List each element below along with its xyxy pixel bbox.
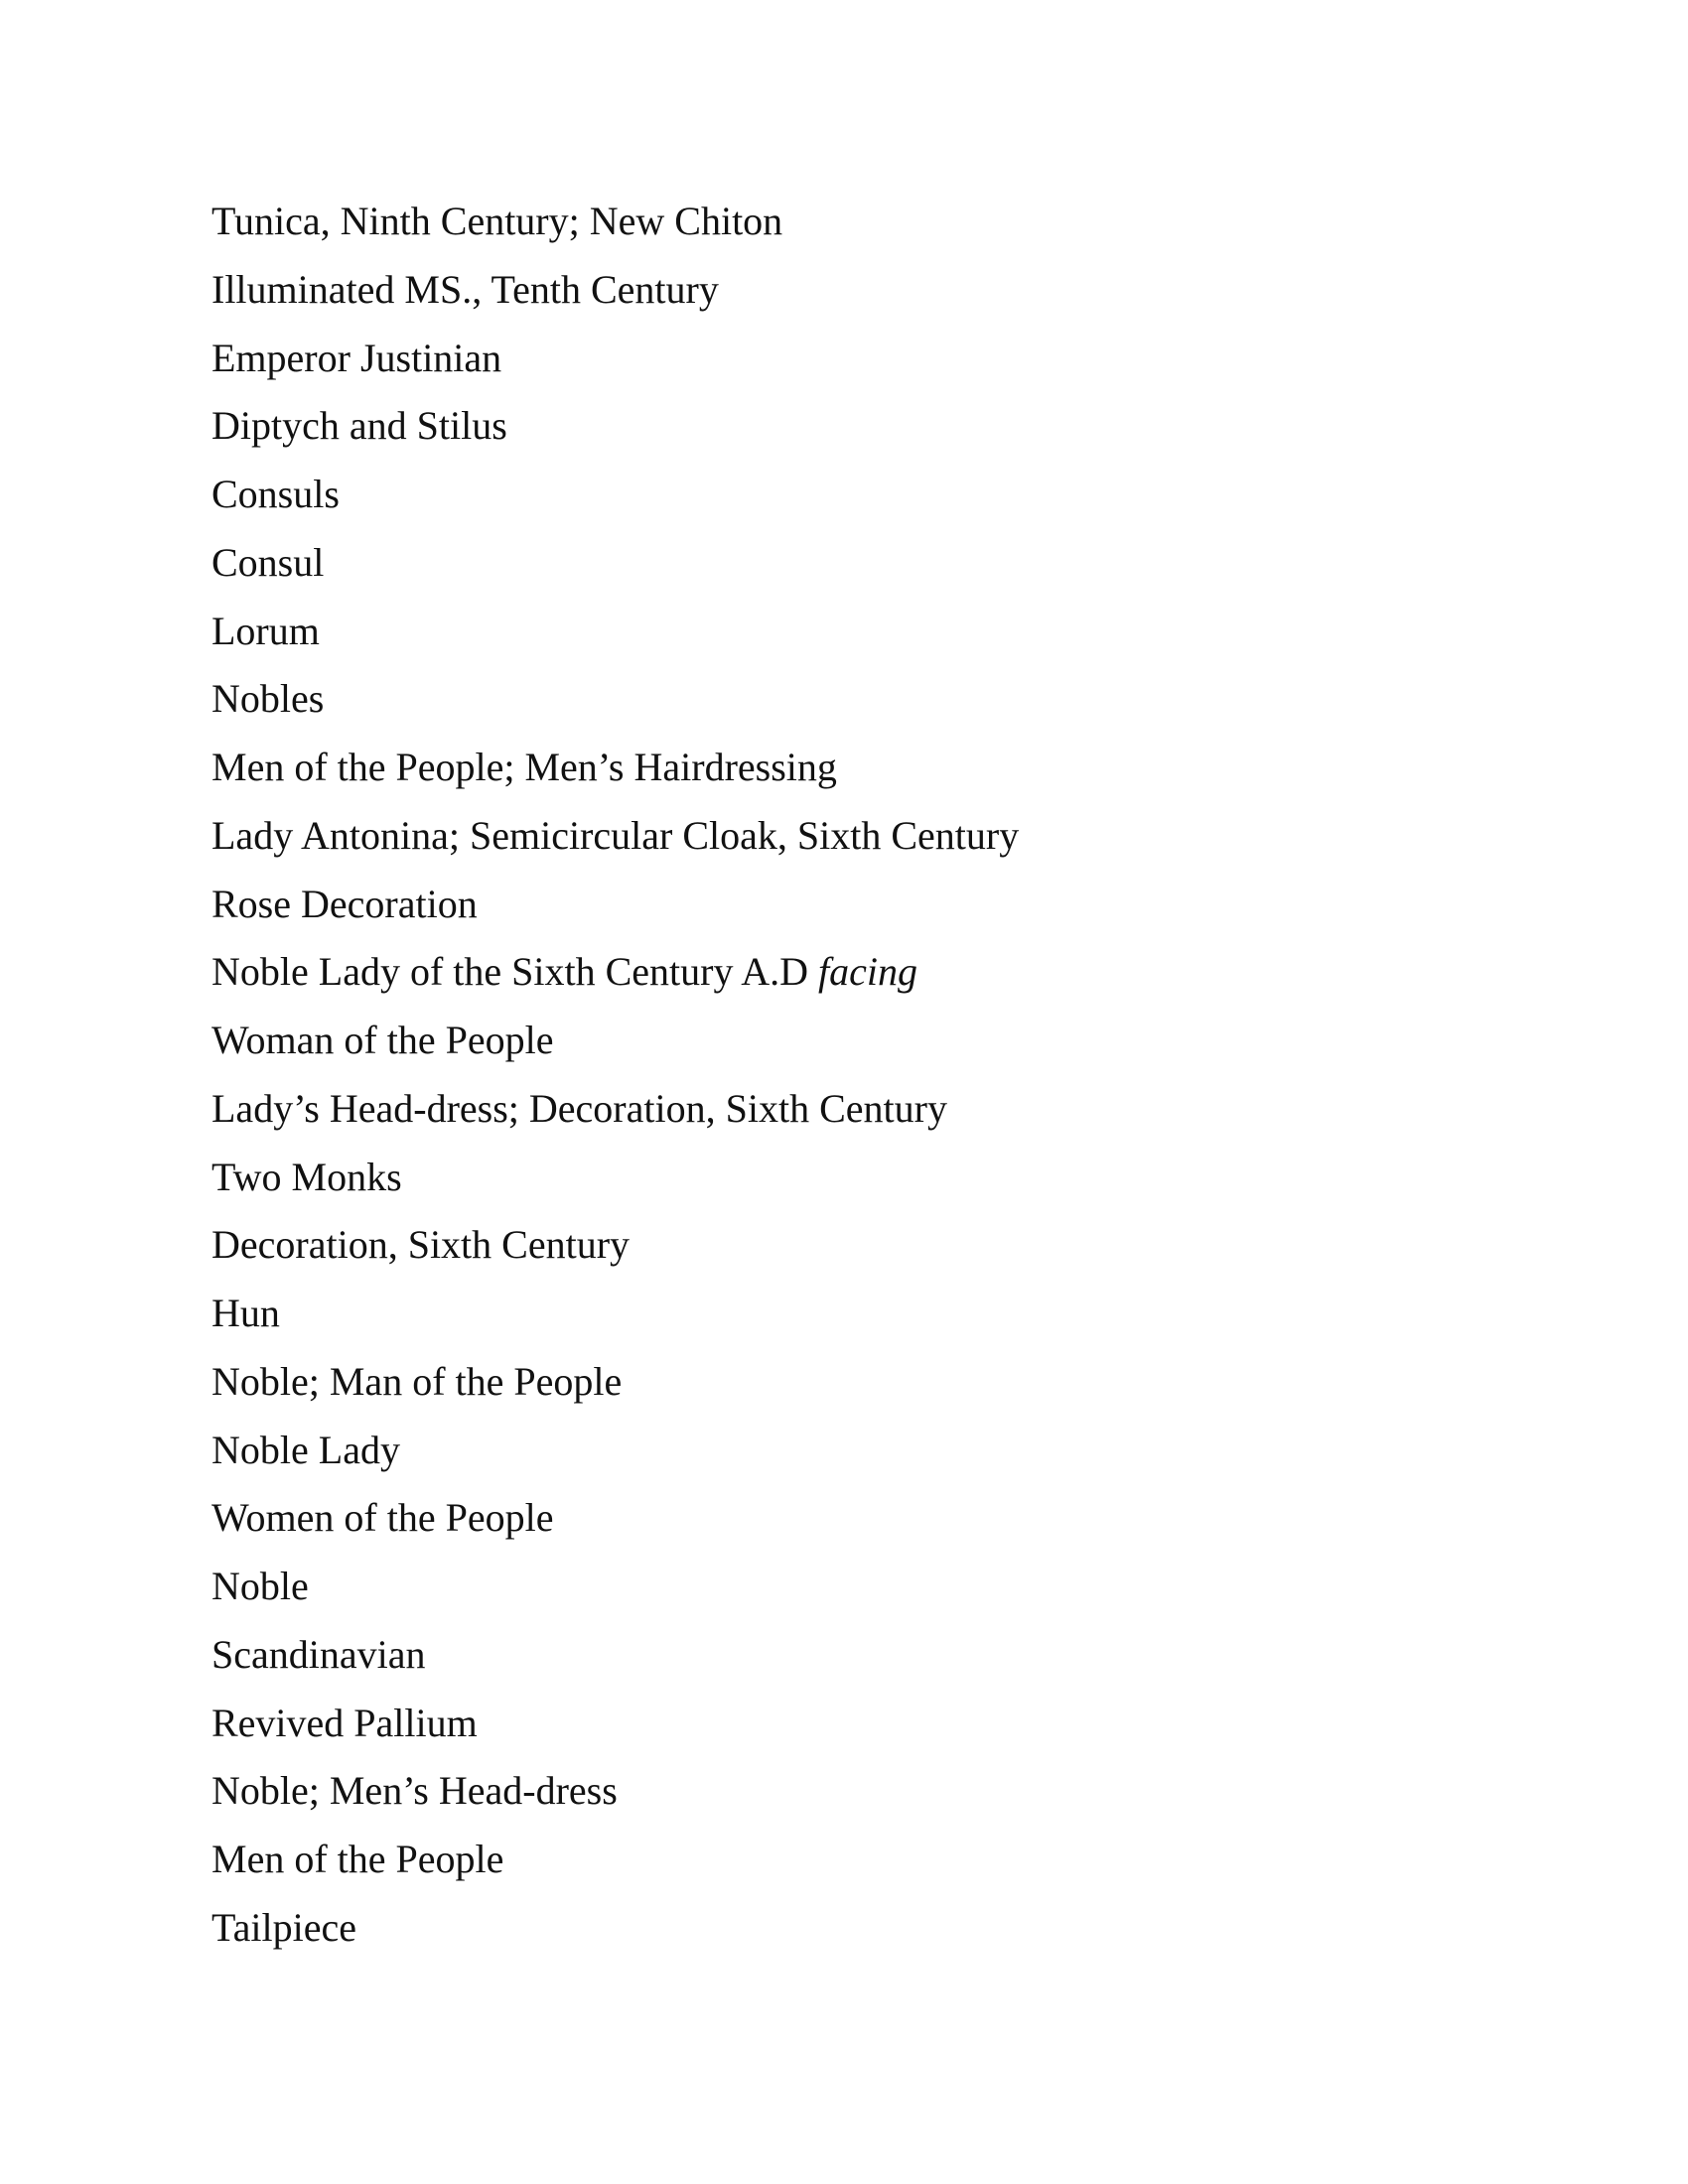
list-item: [211, 1423, 1019, 1491]
list-item-text: Rose Decoration: [211, 881, 478, 926]
list-item: [211, 740, 1019, 808]
list-item-text: Men of the People: [211, 1837, 504, 1881]
list-item: [211, 1832, 1019, 1900]
illustration-list: [211, 194, 1019, 1969]
list-item-text: Lady Antonina; Semicircular Cloak, Sixth Century: [211, 812, 1020, 858]
list-item-text: Noble; Men’s Head-dress: [211, 1768, 618, 1814]
list-item-text: Noble Lady of the Sixth Century A.D: [211, 949, 809, 995]
list-item-text: Noble; Man of the People: [211, 1358, 623, 1404]
list-item-text: Nobles: [211, 676, 325, 722]
list-item-text: Illuminated MS., Tenth Century: [211, 266, 719, 312]
list-item: [211, 1763, 1019, 1832]
list-item-text: Men of the People; Men’s Hairdressing: [211, 745, 837, 789]
list-item: [211, 1354, 1019, 1423]
list-item: [211, 808, 1019, 877]
list-item-text: Emperor Justinian: [211, 335, 502, 380]
list-item: [211, 535, 1019, 604]
list-item: [211, 1900, 1019, 1969]
list-item: [211, 194, 1019, 262]
list-item-text: Revived Pallium: [211, 1700, 478, 1745]
list-item-text: Consuls: [211, 472, 340, 516]
list-item-text: Tunica, Ninth Century; New Chiton: [211, 199, 783, 243]
list-item-text: Decoration, Sixth Century: [211, 1222, 631, 1268]
list-item: [211, 1490, 1019, 1559]
list-item-text: Consul: [211, 539, 325, 585]
list-item-text: Scandinavian: [211, 1631, 426, 1677]
list-item: [211, 331, 1019, 399]
list-item-text: Noble: [211, 1564, 309, 1608]
list-item: [211, 262, 1019, 331]
list-item-text: Lorum: [211, 608, 320, 653]
list-item: [211, 1081, 1019, 1150]
list-item: [211, 1013, 1019, 1081]
list-item: [211, 1627, 1019, 1696]
list-item-text: Two Monks: [211, 1154, 402, 1199]
list-item: [211, 1150, 1019, 1218]
list-item-text: Hun: [211, 1291, 280, 1335]
list-item: [211, 604, 1019, 672]
list-item: [211, 944, 1019, 1013]
list-item-text: Woman of the People: [211, 1018, 554, 1062]
list-item-text: Tailpiece: [211, 1904, 356, 1950]
list-item-text: Women of the People: [211, 1495, 554, 1541]
list-item: [211, 467, 1019, 535]
list-item-text: Noble Lady: [211, 1427, 400, 1472]
list-item: [211, 671, 1019, 740]
list-item-text: Lady’s Head-dress; Decoration, Sixth Century: [211, 1085, 947, 1131]
list-item: [211, 398, 1019, 467]
list-item: [211, 1217, 1019, 1286]
list-item: [211, 1696, 1019, 1764]
list-item: [211, 1286, 1019, 1354]
list-item-italic-suffix: facing: [818, 949, 918, 995]
list-item: [211, 1559, 1019, 1627]
list-item: [211, 877, 1019, 945]
list-item-text: Diptych and Stilus: [211, 403, 507, 449]
